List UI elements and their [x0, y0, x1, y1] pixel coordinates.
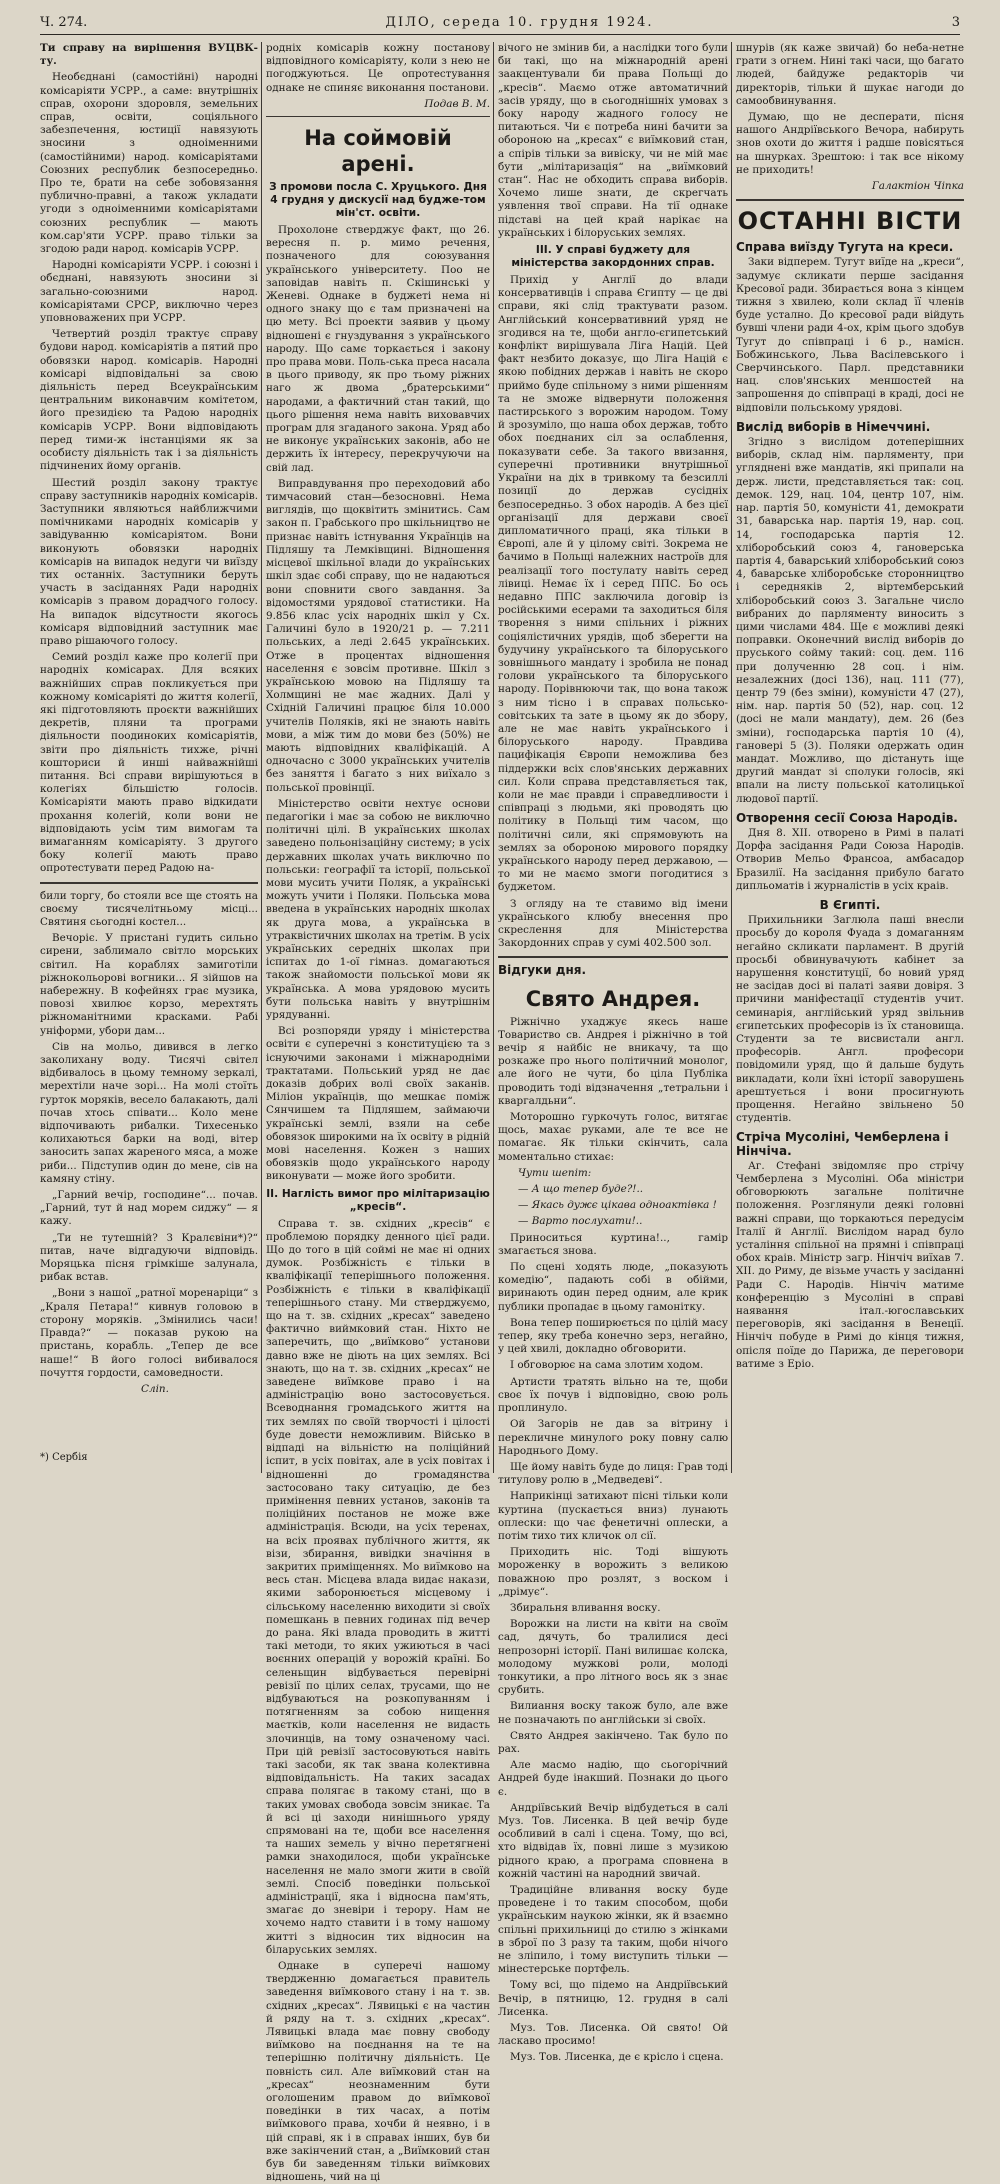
paragraph: Ще йому навіть буде до лиця: Грав тоді титулову ролю в „Медведеві“. [498, 1460, 728, 1487]
paragraph: Виправдування про переходовий або тимчасовий стан—безосновні. Нема виглядів, що щоквітить змінитись. Сам закон п. Грабського про шкільництво не признає навіть істнування Українців на Підляшу та Лемківщині. Відношення місцевої шкільної влади до українських шкіл здає собі справу, що не надаються вони сповнити свого завдання. За відомостями урядової статистики. На 9.856 клас усіх народніх шкіл у Сх. Галичині було в 1920/21 р. — 7.211 польських, а леді 2.645 українських. Отже в процентах відношення населення є зовсім противне. Шкіл з українською мовою на Підляшу та Холмщині не має жадних. Далі у Східній Галичині працює біля 10.000 учителів Поляків, які не знають навіть мови, а між тим до мови без (50%) не мають відповідних кваліфікацій. А одночасно с 3000 українських учителів без заняття і багато з них виїхало з польської провінції. [266, 477, 490, 794]
verse-line: Чути шепіт: [518, 1166, 592, 1179]
section-subheadline: II. Наглість вимог про мілітаризацію „кресів“. [266, 1187, 490, 1213]
footnote: *) Сербія [40, 1452, 88, 1463]
paragraph: Тому всі, що підемо на Андріївський Вечір, в пятницю, 12. грудня в салі Лисенка. [498, 1979, 728, 2018]
section-headline: ОСТАННІ ВІСТИ [737, 207, 963, 236]
paragraph: Муз. Тов. Лисенка, де є крісло і сцена. [510, 2051, 724, 2064]
paragraph: „Гарний вечір, господине“... почав. „Гарний, тут й над морем сиджу“ — я кажу. [40, 1189, 258, 1228]
article-headline: На соймовій арені. [304, 126, 452, 177]
column-1 [40, 42, 258, 1477]
paragraph: Вилиання воску також було, але вже не позначають по англійськи зі своїх. [498, 1700, 728, 1726]
paragraph: Прохолоне стверджує факт, що 26. вересня п. р. мимо речення, позначеного для союзування українського університету. Поо не заповідав навіть п. Скішинські у Женеві. Однаке в буджеті нема ні одного знаку що є там призначені на цю мету. Всі проекти заявив у цьому відношені є гнуздування з українського народу. Що самє торкається і закону про права мови. Поль-ська преса насала в цього приводу, як про тьому ріжних наго ж двома „братерськими“ народами, а фактичний стан такий, що цього рішення нема навіть виховавчих програм для згаданого закона. Уряд або не виконує українських законів, або не держить їх інтересу, перекручуючи на свій лад. [266, 224, 490, 474]
paragraph: вічого не змінив би, а наслідки того були би такі, що на міжнародній арені заакцентували би права Польщі до „кресів“. Маємо отже автоматичний засів уряду, що в сьогоднішніх умовах з боку народу жадного голосу не питаються. Чи є потреба нині бачити за обороною на „кресах“ є виїмковий стан, а спірів тільки за вивіску, чи не мій має бути „мілітаризація“ на „виїмковий стан“. Нас не обходить справа виборів. Хочемо лише знати, де скрегчать уявлення твої справи. На тії однаке підставі на цей край нарікає на українських і білоруських землях. [498, 42, 728, 239]
paragraph: Наприкінці затихают пісні тільки коли куртина (пускається вниз) лунають оплески: що чає фенетичні оплески, а потім тихо тих кличок ол сії. [498, 1490, 728, 1542]
section-subheadline: III. У справі буджету для міністерства закордонних справ. [511, 244, 715, 270]
column-rule [731, 42, 732, 1473]
paragraph: Справа т. зв. східних „кресів“ є проблемою порядку денного цієї ради. Що до того в цій соймі не має ні одних думок. Розбіжність є тільки в кваліфікації теперішнього положення. Розбіжність є тільки в кваліфікації теперішнього стану. Ми стверджуємо, що на т. зв. східних „кресах“ заведено фактично виймковий стан. Ніхто не заперечить, що „виїмково“ установи давно вже не діють на цих землях. Всі знають, що на т. зв. східних „кресах“ не заведене виїмкове право і на адміністрацію воно застосовується. Всеводнання громадського життя на тих землях по своїй творчості і цілості буде довести неможливим. Військо в відпаді на вільністю на поліційний іспит, в усіх повітах, але в усіх повітах і відношенні до громадянства застосовано таку ситуацію, де без примінення певних установ, законів та поліційних постанов не може вже адміністрація. Всюди, на усіх теренах, на всіх проявах публічного життя, як візи, збирання, вивідки значіння в закритих приміщеннях. Мо виїмково на весь стан. Місцева влада видає накази, якими заборонюється місцевому і сільському населенню виходити зі своїх помешкань в певних годинах під вечер до рана. Які влада проводить в житті такі методи, то яких ужиються в часі воєнних операцій у ворожій країні. Бо селеньщин відбувається перевірні ревізії по цілих селах, трусами, що не відбуваються на розкопуванням і потягненням за собою нищення маєтків, коли населення не видасть злочинців, на тому означеному часі. При цій ревізії застосовуються навіть такі засоби, як так звана колективна відповідальність. На таких засадах справа полягає в такому стані, що в таких умовах свобода зовсім зникає. Та й всі ці заходи нинішнього уряду спрямовані на те, щоби все населення та наших земель у вічно перетягнені рамки знаходилося, щоби українське населення не мало змоги жити в своїй землі. Спосіб поведінки польської адміністрації, яка і відносна пам'ять, змагає до зневіри і терору. Нам не хочемо надто ставити і в тому нашому житті з відносин тих відносин на біларуських землях. [266, 1217, 490, 1956]
divider [736, 199, 964, 201]
paragraph: Артисти тратять вільно на те, щоби своє їх почув і відповідно, свою роль проплинуло. [498, 1375, 728, 1415]
paragraph: Шестий розділ закону трактує справу заступників народніх комісарів. Заступники являються найближчими помічниками народніх комісарів у завідуванню комісаріятом. Вони виконують обовязки народніх комісарів на випадок недуги чи виїзду тих останніх. Заступники беруть участь в засіданнях Ради народніх комісарів з правом дорадчого голосу. На випадок відсутности якогось комісаря відповідний заступник має право рішаючого голосу. [40, 476, 258, 647]
article-signature: Подав В. М. [424, 97, 490, 110]
paragraph: Четвертий розділ трактує справу будови народ. комісаріятів а пятий про обовязки народ. комісарів. Народні комісарі відповідальні за свою діяльність перед Всеукраїнським центральним виконавчим комітетом, його президією та Радою народніх комісарів УСРР. Вони відповідають перед тими-ж інстанціями як за особисту діяльність так і за діяльність підчинених йому органів. [40, 328, 258, 473]
paragraph: З огляду на те ставимо від імени українського клюбу внесення про скреслення для Міністерства Закордонних справ у сумі 402.500 зол. [498, 897, 728, 950]
divider [266, 116, 490, 117]
column-2 [266, 42, 490, 2184]
paragraph: Згідно з вислідом дотеперішних виборів, склад нім. парляменту, при угляднені вже мандатів, які припали на держ. листи, представляється так: соц. демок. 129, нац. 104, центр 107, нім. нар. партія 50, комуністи 41, демократи 31, баварська нар. партія 19, нар. соц. 14, господарська партія 12. хліборобський союз 4, гановерська партія 4, баварський хліборобський союз 4, баварське хліборобське сторонництво і середняків 2, віртемберський хліборобський союз 3. Загальне число вибраних до парляменту виносить з цими числами 484. Ще є можливі деякі поправки. Оконечний вислід виборів до пруського сойму такий: соц. дем. 116 при долученню 28 соц. і нім. незалежних (досі 136), нац. 111 (77), центр 79 (без зміни), комуністи 47 (27), нім. нар. партія 50 (52), нар. соц. 12 (досі не мали мандату), дем. 26 (без зміни), господарська партія 10 (4), гановері 5 (3). Поляки одержать один мандат. Можливо, що дістануть іще другий мандат зі сполуки голосів, які впали на листу польської католицької людової партії. [736, 436, 964, 805]
paragraph: Семий розділ каже про колегії при народніх комісарах. Для всяких важнійших справ покликується при кожному комісаріяті до життя колегії, які підготовляють проєкти важнійших декретів, пляни та програми діяльности поодиноких комісаріятів, звіти про діяльність тихже, річні кошториси й инші найважнійші питання. Всі справи вирішуються в колегіях більшістю голосів. Комісаріяти мають право відкидати прохання колегій, коли вони не відповідають усім тим вимогам та вимаганням комісаріяту. З другого боку колегії мають право опротестувати перед Радою на- [40, 651, 258, 875]
column-3 [498, 42, 728, 2064]
news-kicker: Стріча Мусоліні, Чемберлена і Нінчіча. [736, 1130, 949, 1158]
article-headline: Свято Андрея. [525, 986, 701, 1011]
paragraph: Ворожки на листи на квіти на своїм сад, дячуть, бо тралилися десі непрозорні історії. Пані вилишає колска, молодому мужкові роли, молоді тонкутики, а про літного вось як з знає срубить. [498, 1618, 728, 1697]
paragraph: Моторошно гуркочуть голос, витягає щось, махає руками, але те все не помагає. Як тільки скінчить, сала моментально стихає: [498, 1111, 728, 1163]
paragraph: Всі розпоряди уряду і міністерства освіти є суперечні з конституцією та з існуючими законами і міжнародніми трактатами. Польський уряд не дає доказів добрих волі своїх заканів. Міліон українців, що мешкає поміж Сянчишем та Підляшем, займаючи українські землі, взяли на себе обовязок широкими на їх освіту в рідній мові населення. Кожен з наших обовязків щодо українського народу виконувати — може його зробити. [266, 1025, 490, 1183]
article-signature: Сліп. [141, 1382, 169, 1395]
paragraph: Ріжнічно ухаджує якесь наше Товариство св. Андрея і ріжнічно в той вечір я найбіс не вникачу, та що розкаже про нього політичний монолог, але його не чути, бо ціла Публіка проводить тоді відзначення „тетральни і кваргалдьни“. [498, 1015, 728, 1107]
paragraph: По сцені ходять люде, „показують комедію“, падають собі в обійми, виринають один перед одним, але крик публики пропадає в цьому гамонітку. [498, 1261, 728, 1313]
paragraph: Збиральня вливання воску. [510, 1601, 661, 1614]
news-kicker: Справа виїзду Тугута на креси. [736, 240, 954, 255]
column-4 [736, 42, 964, 1477]
masthead [40, 10, 960, 35]
paragraph: Приходить ніс. Тоді вішують мороженку в ворожить з великою поважною про розлят, з воском і „дрімує“. [498, 1546, 728, 1598]
paragraph: Але масмо надію, що сьогорічний Андрей буде інакший. Познаки до цього є. [498, 1759, 728, 1798]
news-kicker: В Єгипті. [819, 897, 881, 912]
paragraph: Прихильники Заглюла паші внесли просьбу до короля Фуада з домаганням негайно скликати парламент. В другій просьбі обвинувачують кабінет за нарушення конституції, бо новий уряд не засідав досі ві палаті заяви довіря. З причини маніфестації студентів учит. семинарія, англійський уряд звільнив єгипетських професорів із їх становища. Студенти за те висвистали англ. професорів. Англ. професори повідомили уряд, що й дальше будуть викладати, коли їхні історії заворушень арештується і вони просигнують прощення. Негайно звільнено 50 студентів. [736, 914, 964, 1125]
paragraph: Вечоріє. У пристані гудить сильно сирени, заблимало світло морських світил. На кораблях замиготіли ріжнокольорові вогники... Я зійшов на набережну. В кофейнях грає музика, повозі хвилює корзо, мерехтять ріжноманітними красками. Рабі уніформи, убори дам... [40, 932, 258, 1037]
paragraph: Необєднані (самостійні) народні комісаріяти УСРР., а саме: внутрішніх справ, охорони здоровля, земельних справ, освіти, соціяльного забезпечення, юстиції навязують зносини з одноіменними (самостійними) народ. комісаріятами Союзних республик безпосередньо. Про те, брати на себе зобовязання публично-правні, а також укладати угоди з одноіменними комісаріятами союзних республик — мають ком.сар'яти УСРР. право тільки за згодою ради народ. комісарів УСРР. [40, 71, 258, 256]
paragraph: Муз. Тов. Лисенка. Ой свято! Ой ласкаво просимо! [498, 2022, 728, 2048]
paragraph: Приноситься куртина!.., гамір змагається знова. [498, 1231, 728, 1257]
paragraph: Народні комісаріяти УСРР. і союзні і обєднані, навязують зносини зі загально-союзними народ. комісаріятами СРСР, виключно через уповноважених при УСРР. [40, 259, 258, 325]
section-kicker: Відгуки дня. [498, 963, 587, 978]
news-kicker: Вислід виборів в Німеччині. [736, 419, 931, 434]
paragraph: „Вони з нашої „ратної моренаріци“ з „Краля Петара!“ кивнув головою в сторону моряків. „Змінились часи! Правда?“ — показав рукою на пристань, корабль. „Тепер де все наше!“ В його голосі вибивалося почуття гордости, самоведности. [40, 1287, 258, 1379]
paragraph: Міністерство освіти нехтує основи педагогіки і має за собою не виключно політичні цілі. В українських школах заведено польонізаційну систему; в усіх державних школах учать виключно по польськи: географії та історії, польської мови мусить учити Поляк, а українські можуть учити і Поляки. Польська мова введена в українських народніх школах як друга мова, а українська в утраквістичних школах на третім. В усіх українських середніх школах при іспитах до 1-ої гімназ. домагаються також знайомости польської мови як українська. А мова урядовою мусить бути польська навіть у внутрішнім урядуванні. [266, 797, 490, 1021]
paragraph: Ой Загорів не дав за вітрину і перекличне минулого року повну салю Народнього Дому. [498, 1418, 728, 1457]
paragraph: Думаю, що не десперати, пісня нашого Андріївського Вечора, набируть знов охоти до життя і радше повісяться на шнурках. Зрештою: і так все нікому не приходить! [736, 111, 964, 176]
verse-line: — Якась дужє цікава одноактівка ! [518, 1199, 717, 1212]
paragraph: Заки відперем. Тугут виїде на „креси“, задумує скликати перше засідання Кресової ради. Збирається вона з кінцем тижня з хвилею, коли склад її членів буде устално. До кресової ради війдуть бувші члени ради 4-ох, крім цього здобув Тугут до співпраці і 6 р., намісн. Бобжинського, Льва Васілевського і Сверчинського. Парл. представники нац. слов'янських меншостей на запрошення до співпраці в краді, досі не відповіли польському урядові. [736, 256, 964, 414]
paragraph: Свято Андрея закінчено. Так було по рах. [498, 1729, 728, 1755]
paragraph: шнурів (як каже звичай) бо неба-нетне грати з огнем. Нині такі часи, що багато людей, байдуже редакторів чи директорів, тільки й шукає нагоди до самообвинування. [736, 42, 964, 107]
news-kicker: Отворення сесії Союза Народів. [736, 810, 958, 825]
article-signature: Галактіон Чіпка [871, 180, 964, 193]
paragraph: Аг. Стефані звідомляє про стрічу Чемберлена з Мусоліні. Оба міністри обговорюють загальне політичне положення. Розглянули деякі головні важні справи, що торкаються передусім Італії й Англії. Вислідом нарад було устаління спільної на прямні і співпраці обох краів. Міністр загр. Нінчіч виїхав 7. XII. до Риму, де візьме участь у засіданні Ради С. Народів. Нінчіч матиме конференцію з Мусоліні в справі наявання італ.-югославських переговорів, які засідання в Венеції. Нінчіч побуде в Римі до кінця тижня, опісля поїде до Парижа, де переговори ватиме з Еріо. [736, 1159, 964, 1370]
paragraph: „Ти не тутешній? З Кралєвіни*)?“ питав, наче відгадуючи відповідь. Моряцька пісня грімкіше залунала, рибак встав. [40, 1231, 258, 1284]
paragraph: Вона тепер поширюється по цілій масу тепер, яку треба конечно зерз, негайно, у цей хвилі, докладно обговорити. [498, 1316, 728, 1356]
divider [40, 882, 258, 884]
paragraph: І обговорює на сама злотим ходом. [510, 1359, 704, 1372]
paragraph: Прихід у Англії до влади консервативців і справа Єгипту — це дві справи, які слід трактувати разом. Англійський консервативний уряд не згодився на те, щоби англо-єгипетський конфлікт вирішувала Ліга Націй. Цей факт незбито доказує, що Ліга Націй є якою побідних держав і навіть не скоро приймо буде спільному з ними рішенням та не зможе відвернути положення пастирського з ворожим народом. Тому й зрозуміло, що наша обох держав, тобто обох поєднаних сіл за ослаблення, показувати себе. За такого ввизання, суперечні противники внутрішньої України на діх в тривкому та безсиллі позиції до держав сусідніх безпосередньо. З обох народів. А без цієї організації для держави своєї дипломатичного праці, яка тільки в Європі, але й у цілому світі. Зокрема не бачимо в Польщі належних настроїв для реалізації того постулату навіть серед лівиці. Немає їх і серед ППС. Бо ось недавно ППС заключила договір із російськими есерами та заходиться біля творення з ними спільних і ріжних соціялістичних урядів, щоб зберегти на будучину українського та білоруського зовнішнього мандату і зробила не понад голови українського та білоруського народу. Порівнюючи так, що вона також з ним тісно і в справах польсько-совітських та зате в цьому як до збору, але не має навіть українського і білоруського народу. Правдива пацифікація Європи неможлива без піддержки всіх слов'янських державних сил. Коли справа представляється так, коли не має правди і справедливости і співпраці з людьми, які проводять цю політику в Польщі тим часом, що політичні сили, які спрямовують на землях за обороною мирового порядку українського народу перед державою, — то ми не маємо змоги погодитися з буджетом. [498, 274, 728, 894]
column-rule [493, 42, 494, 1473]
paragraph: Дня 8. XII. отворено в Римі в палаті Дорфа засідання Ради Союза Народів. Отворив Мельо Франсоа, амбасадор Бразилії. На засідання прибуло багато дипльоматів і журналістів в усіх краів. [736, 826, 964, 892]
page-number-left: Ч. 274. [40, 14, 88, 30]
column-rule [261, 42, 262, 1473]
verse-line: — А що тепер буде?!.. [518, 1183, 644, 1196]
paragraph: родніх комісарів кожну постанову відповідного комісаріяту, коли з нею не погоджуються. Це опротестування однаке не спиняє виконання постанови. [266, 42, 490, 94]
paragraph: Сів на мольо, дивився в легко заколихану воду. Тисячі світел відбивалось в цьому темному зеркалі, мерехтіли наче зорі... На молі стоїть гурток моряків, весело балакають, далі почав хтось співати... Коло мене відпочивають рибалки. Тихесенько колихаються барки на воді, вітер заносить запах жареного мяса, а може риби... Підступив один до мене, сів на камяну стіну. [40, 1040, 258, 1185]
page-number-right: 3 [951, 14, 960, 30]
paragraph: Андріївський Вечір відбудеться в салі Муз. Тов. Лисенка. В цей вечір буде особливий в салі і сцена. Тому, що всі, хто відвідав їх, повні лише з музикою рідного краю, а програма сповнена в кожній частині на народний звичай. [498, 1801, 728, 1880]
article-subheadline: З промови посла С. Хруцького. Дня 4 грудня у дискусії над будже-том мін'ст. освіти. [269, 181, 487, 220]
paragraph: Однаке в суперечі нашому твердженню домагається правитель заведення виїмкового стану і на т. зв. східних „кресах“. Лявицькі є на частин й ряду на т. з. східних „кресах“. Лявицькі влада має повну свободу виїмково на поєднання на те на теперішню політичну діяльність. Це повність сил. Але виїмковий стан на „кресах“ неознаменним бути оголошеним правом до виїмкової поведінки в тих часах, а потім виїмкового права, хочби й неявно, і в цій справі, як і в справах інших, був би вже закінчений стан, а „Виїмковий стан був би заведенням тільки виїмкових відношень, чий на ці [266, 1960, 490, 2184]
masthead-title: ДІЛО, середа 10. грудня 1924. [385, 14, 654, 30]
verse-line: — Варто послухати!.. [518, 1215, 643, 1228]
divider [498, 956, 728, 958]
paragraph: Ти справу на вирішення ВУЦВК-ту. [40, 42, 258, 68]
paragraph: били торгу, бо стояли все ще стоять на своєму тисячелітньому місці... Святиня сьогодні костел... [40, 889, 258, 928]
paragraph: Традиційне вливання воску буде проведене і то таким способом, щоби українським наукою жінки, як й взаємно спільні прихильниці до стилю з жінками в зброї по 3 разу та таким, щоби нічого не зліпило, і тому виступить тільки — мінестерське портфель. [498, 1884, 728, 1976]
